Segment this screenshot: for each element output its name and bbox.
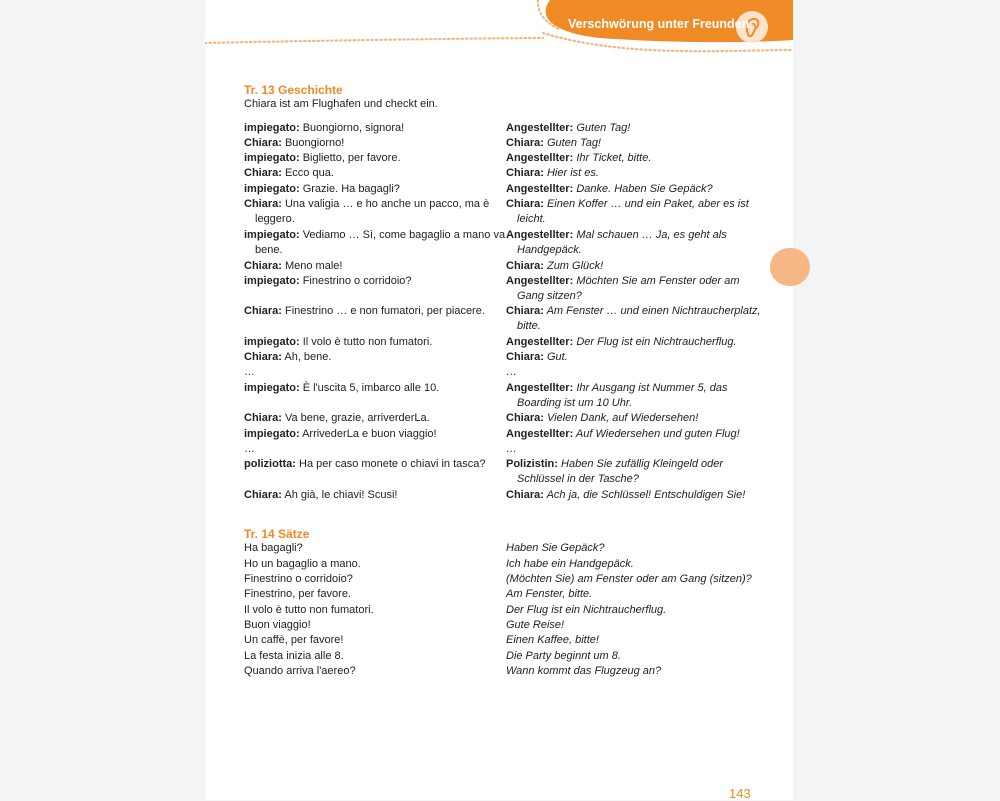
sentence-de: Am Fenster, bitte. (506, 588, 593, 600)
sentence-it: Ho un bagaglio a mano. (244, 558, 361, 570)
dialogue-line-de: Angestellter: Guten Tag! (506, 122, 631, 134)
dialogue-line-it: Chiara: Meno male! (244, 260, 343, 272)
dialogue-line-it: Chiara: Va bene, grazie, arriverderLa. (244, 412, 430, 424)
dialogue-line-de: Chiara: Ach ja, die Schlüssel! Entschuldigen Sie! (506, 489, 746, 501)
sentence-it: Buon viaggio! (244, 619, 311, 631)
sentence-de: Einen Kaffee, bitte! (506, 634, 599, 646)
dialogue-line-it: Chiara: Buongiorno! (244, 137, 345, 149)
dialogue-line-it: Chiara: Ah già, le chiavi! Scusi! (244, 489, 398, 501)
dialogue-ellipsis: … (506, 366, 517, 378)
sentence-it: Ha bagagli? (244, 542, 303, 554)
dialogue-line-de: Angestellter: Mal schauen … Ja, es geht als Handgepäck. (506, 229, 727, 257)
dialogue-line-it: impiegato: Il volo è tutto non fumatori. (244, 336, 433, 348)
sentence-it: Finestrino, per favore. (244, 588, 351, 600)
dialogue-line-de: Angestellter: Ihr Ticket, bitte. (506, 152, 652, 164)
dialogue-line-it: Chiara: Finestrino … e non fumatori, per piacere. (244, 305, 485, 317)
dialogue-line-it: impiegato: Vediamo … Sì, come bagaglio a mano va bene. (244, 229, 506, 257)
sentence-it: La festa inizia alle 8. (244, 650, 344, 662)
dialogue-line-it: Chiara: Ah, bene. (244, 351, 332, 363)
dialogue-line-it: impiegato: Biglietto, per favore. (244, 152, 401, 164)
dialogue-line-de: Angestellter: Danke. Haben Sie Gepäck? (506, 183, 713, 195)
sentence-it: Il volo è tutto non fumatori. (244, 604, 374, 616)
dialogue-line-de: Chiara: Gut. (506, 351, 568, 363)
sentence-de: Haben Sie Gepäck? (506, 542, 605, 554)
dialogue-ellipsis: … (244, 443, 255, 455)
sentence-de: (Möchten Sie) am Fenster oder am Gang (sitzen)? (506, 573, 752, 585)
dialogue-line-it: impiegato: È l'uscita 5, imbarco alle 10. (244, 382, 440, 394)
sentence-de: Die Party beginnt um 8. (506, 650, 621, 662)
dialogue-ellipsis: … (244, 366, 255, 378)
section-title-track13: Tr. 13 Geschichte (244, 83, 343, 97)
dialogue-line-de: Polizistin: Haben Sie zufällig Kleingeld oder Schlüssel in der Tasche? (506, 458, 724, 486)
dialogue-line-de: Chiara: Einen Koffer … und ein Paket, aber es ist leicht. (506, 198, 749, 226)
dialogue-line-it: impiegato: Grazie. Ha bagagli? (244, 183, 400, 195)
dialogue-line-it: poliziotta: Ha per caso monete o chiavi in tasca? (244, 458, 486, 470)
dialogue-line-de: Chiara: Hier ist es. (506, 167, 599, 179)
page-number: 143 (729, 786, 751, 801)
sentence-it: Quando arriva l'aereo? (244, 665, 356, 677)
dialogue-line-it: Chiara: Una valigia … e ho anche un pacco, ma è leggero. (244, 198, 490, 226)
chapter-title: Verschwörung unter Freunden (568, 17, 750, 31)
dialogue-line-it: impiegato: ArrivederLa e buon viaggio! (244, 428, 437, 440)
dialogue-line-de: Chiara: Zum Glück! (506, 260, 604, 272)
page-edge-marker (770, 248, 810, 286)
dialogue-line-de: Chiara: Guten Tag! (506, 137, 601, 149)
sentence-de: Wann kommt das Flugzeug an? (506, 665, 662, 677)
dialogue-line-de: Angestellter: Der Flug ist ein Nichtraucherflug. (506, 336, 737, 348)
sentence-it: Un caffè, per favore! (244, 634, 344, 646)
dialogue-line-de: Angestellter: Möchten Sie am Fenster oder am Gang sitzen? (506, 275, 740, 303)
sentence-de: Ich habe ein Handgepäck. (506, 558, 634, 570)
dialogue-line-de: Angestellter: Ihr Ausgang ist Nummer 5, das Boarding ist um 10 Uhr. (506, 382, 728, 410)
sentence-de: Der Flug ist ein Nichtraucherflug. (506, 604, 667, 616)
dialogue-line-it: impiegato: Finestrino o corridoio? (244, 275, 412, 287)
dialogue-ellipsis: … (506, 443, 517, 455)
section-intro: Chiara ist am Flughafen und checkt ein. (244, 98, 438, 110)
sentence-it: Finestrino o corridoio? (244, 573, 353, 585)
dialogue-line-it: Chiara: Ecco qua. (244, 167, 334, 179)
dialogue-line-de: Chiara: Am Fenster … und einen Nichtraucherplatz, bitte. (506, 305, 761, 333)
dialogue-line-de: Chiara: Vielen Dank, auf Wiedersehen! (506, 412, 699, 424)
sentence-de: Gute Reise! (506, 619, 565, 631)
dialogue-line-de: Angestellter: Auf Wiedersehen und guten Flug! (506, 428, 740, 440)
dialogue-line-it: impiegato: Buongiorno, signora! (244, 122, 405, 134)
section-title-track14: Tr. 14 Sätze (244, 527, 310, 541)
